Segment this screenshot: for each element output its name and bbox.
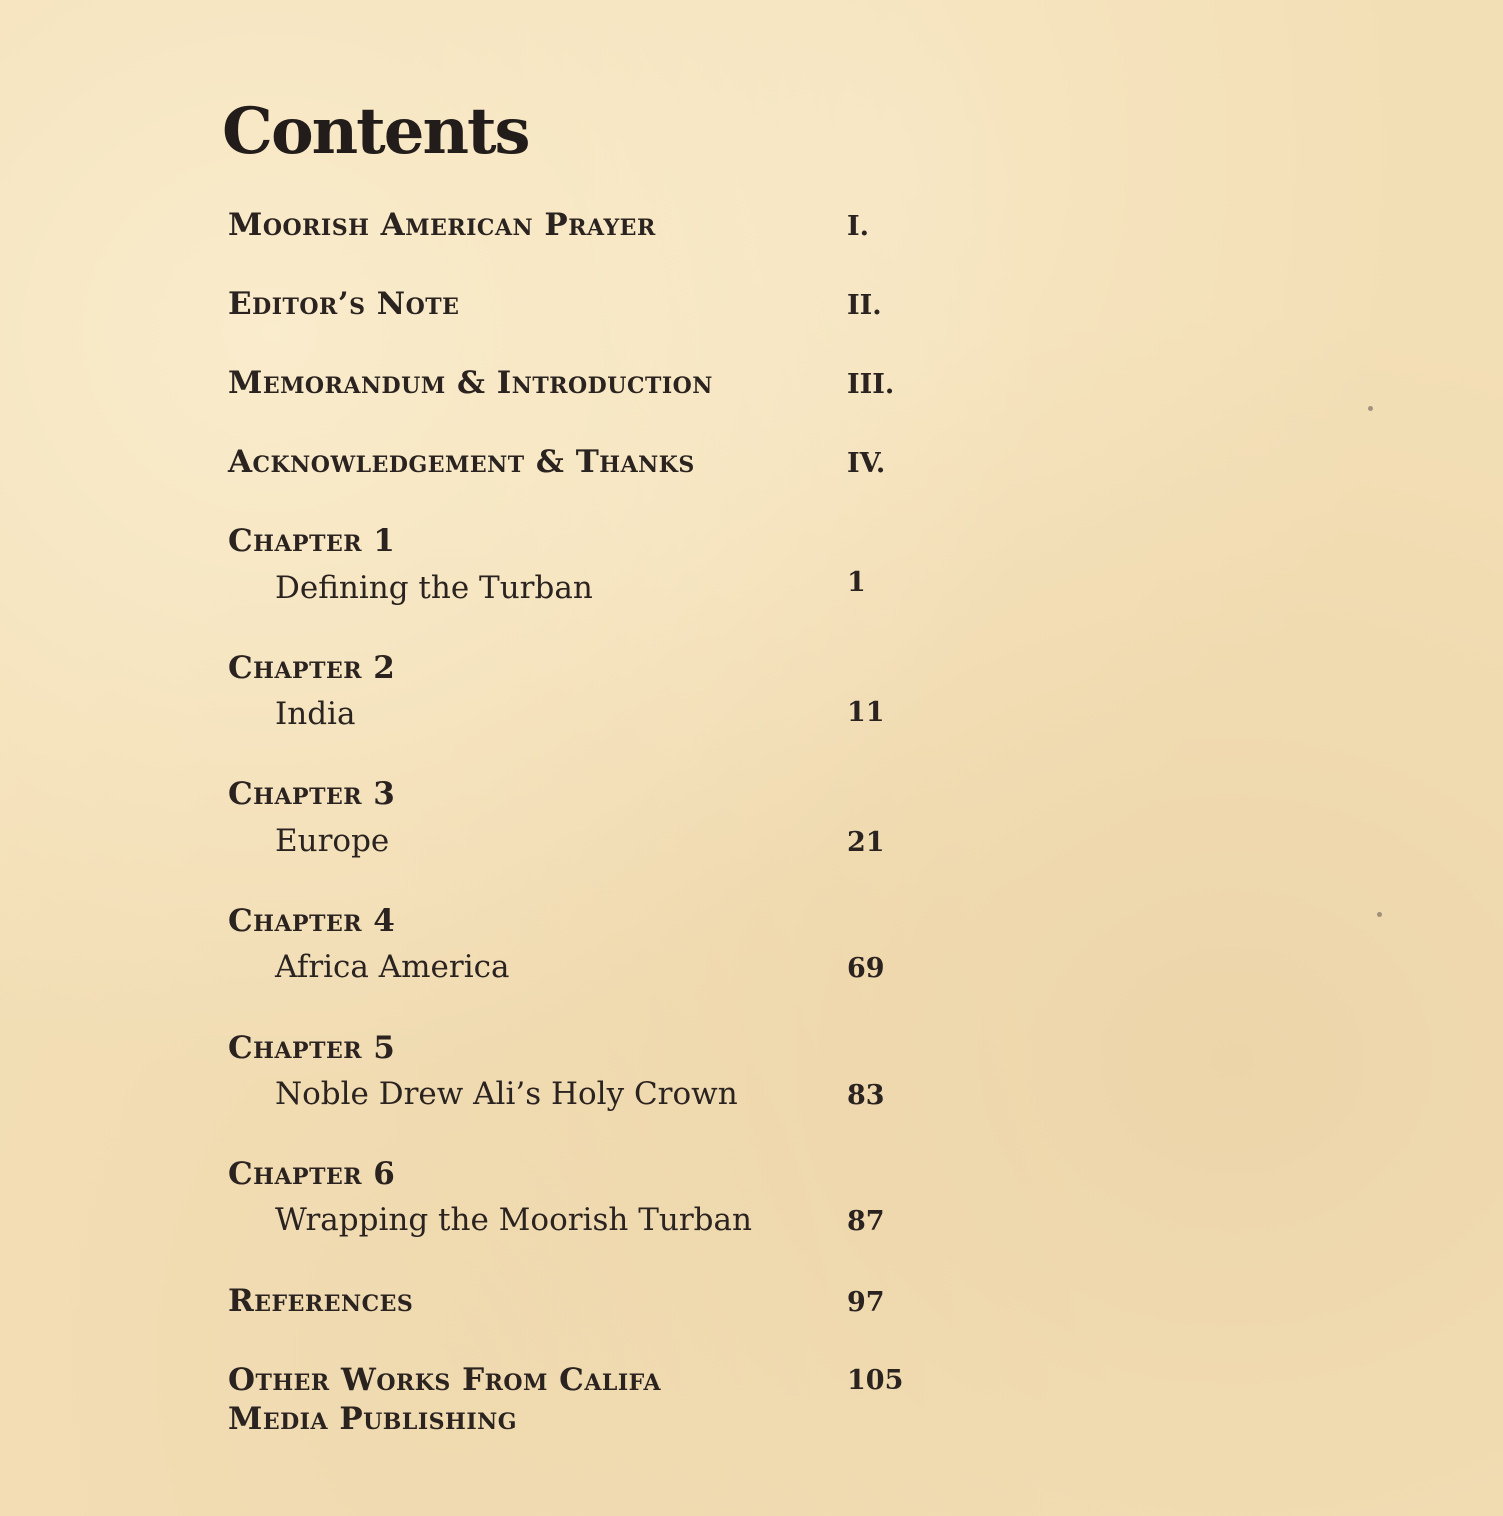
toc-entry-page: 83 bbox=[847, 1080, 885, 1111]
page-title: Contents bbox=[222, 94, 529, 169]
toc-entry-title: Memorandum & Introduction bbox=[228, 365, 713, 401]
toc-chapter-label: Chapter 2 bbox=[228, 650, 396, 686]
toc-entry-page: 1 bbox=[847, 567, 866, 598]
toc-entry-page: IV. bbox=[847, 448, 886, 479]
paper-speck bbox=[1377, 912, 1382, 917]
paper-speck bbox=[1368, 406, 1373, 411]
toc-chapter-label: Chapter 6 bbox=[228, 1156, 396, 1192]
toc-entry-title: Acknowledgement & Thanks bbox=[228, 444, 695, 480]
toc-chapter-label: Chapter 1 bbox=[228, 523, 396, 559]
toc-entry-page: I. bbox=[847, 211, 870, 242]
toc-entry-page: 21 bbox=[847, 827, 885, 858]
toc-entry-page: 87 bbox=[847, 1206, 885, 1237]
toc-chapter-title: Europe bbox=[275, 823, 390, 859]
toc-chapter-title: Defining the Turban bbox=[275, 570, 593, 606]
toc-chapter-title: Africa America bbox=[275, 949, 510, 985]
toc-entry-title: Moorish American Prayer bbox=[228, 207, 656, 243]
toc-chapter-title: Noble Drew Ali’s Holy Crown bbox=[275, 1076, 738, 1112]
toc-chapter-label: Chapter 3 bbox=[228, 776, 396, 812]
toc-entry-page: II. bbox=[847, 290, 882, 321]
toc-entry-title: Editor’s Note bbox=[228, 286, 460, 322]
toc-entry-page: 97 bbox=[847, 1287, 885, 1318]
toc-chapter-title: Wrapping the Moorish Turban bbox=[275, 1202, 752, 1238]
toc-entry-page: 105 bbox=[847, 1365, 904, 1396]
toc-entry-page: 11 bbox=[847, 697, 885, 728]
toc-chapter-title: India bbox=[275, 696, 356, 732]
toc-entry-page: 69 bbox=[847, 953, 885, 984]
toc-entry-title: Other Works From Califa Media Publishing bbox=[228, 1362, 662, 1437]
toc-chapter-label: Chapter 5 bbox=[228, 1030, 396, 1066]
toc-entry-page: III. bbox=[847, 369, 895, 400]
toc-chapter-label: Chapter 4 bbox=[228, 903, 396, 939]
toc-entry-title: References bbox=[228, 1283, 414, 1319]
